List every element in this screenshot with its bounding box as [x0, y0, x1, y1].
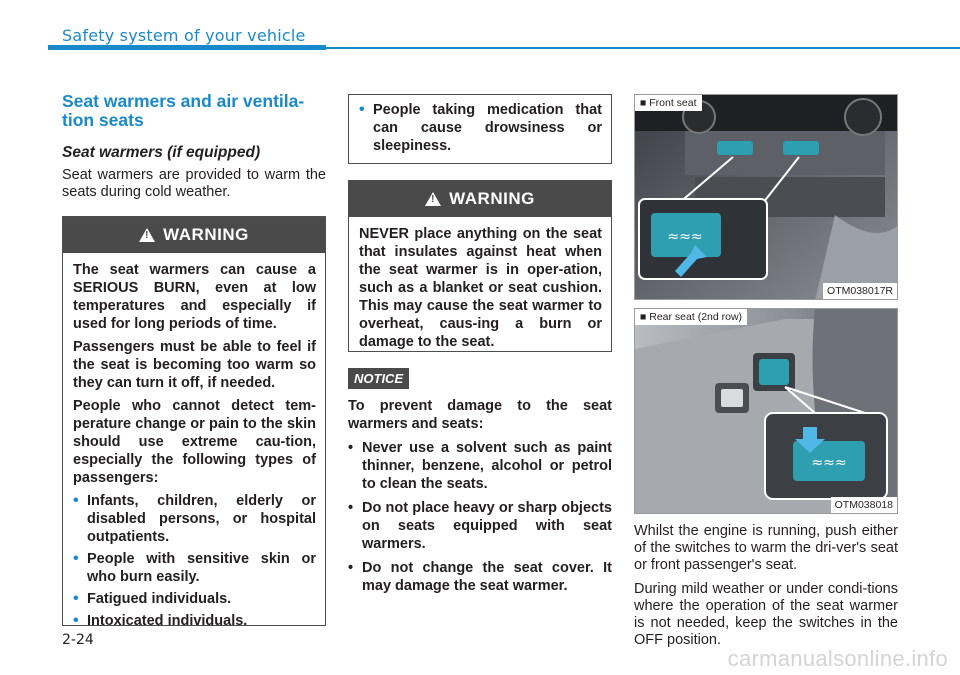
list-item: • People with sensitive skin or who burn easily. — [73, 550, 316, 586]
front-seat-switch-illustration — [635, 95, 898, 300]
operation-paragraph: Whilst the engine is running, push either of the switches to warm the dri-ver's seat or front passenger's seat. — [634, 523, 898, 573]
photo-code: OTM038017R — [823, 283, 897, 299]
warning-box-burn — [62, 216, 326, 629]
rear-seat-switch-illustration — [635, 309, 898, 514]
watermark: carmanualsonline.info — [727, 646, 948, 671]
photo-caption-tag: ■ Rear seat (2nd row) — [635, 309, 747, 325]
svg-text:≈≈≈: ≈≈≈ — [667, 229, 703, 245]
warning-paragraph: NEVER place anything on the seat that insulates against heat when the seat warmer is in oper-ation, such as a blanket or seat cushion. This may cause the seat warmer to overheat, caus-ing a burn or damage to the seat. — [359, 226, 602, 350]
list-item: • Do not place heavy or sharp objects on seats equipped with seat warmers. — [348, 499, 612, 553]
off-position-paragraph: During mild weather or under condi-tions where the operation of the seat warmer is not needed, keep the switches in the OFF position. — [634, 581, 898, 648]
notice-intro: To prevent damage to the seat warmers and seats: — [348, 398, 612, 432]
column-3 — [634, 94, 898, 649]
running-header: Safety system of your vehicle — [62, 26, 306, 45]
warning-triangle-icon — [425, 192, 441, 206]
warning-box-continued — [348, 94, 612, 164]
svg-text:≈≈≈: ≈≈≈ — [811, 455, 847, 471]
warning-paragraph: Passengers must be able to feel if the seat is becoming too warm so they can turn it off, if needed. — [73, 339, 316, 391]
list-item: • Never use a solvent such as paint thinner, benzene, alcohol or petrol to clean the seats. — [348, 439, 612, 493]
list-item: • Infants, children, elderly or disabled persons, or hospital outpatients. — [73, 492, 316, 546]
subsection-title: Seat warmers (if equipped) — [62, 144, 261, 161]
warning-box-insulate — [348, 180, 612, 352]
list-item: • Fatigued individuals. — [73, 590, 316, 608]
header-rule-thin — [326, 47, 960, 49]
column-1 — [62, 91, 326, 629]
section-title: Seat warmers and air ventila- tion seats — [62, 91, 305, 130]
notice-badge: NOTICE — [348, 368, 409, 389]
column-2 — [348, 94, 612, 595]
list-item: • Do not change the seat cover. It may damage the seat warmer. — [348, 559, 612, 595]
warning-bullet-list — [73, 492, 316, 630]
header-rule-thick — [48, 45, 326, 50]
page-number: 2-24 — [62, 632, 94, 648]
rear-seat-photo — [634, 308, 898, 514]
warning-header: ! WARNING — [349, 181, 611, 217]
photo-code: OTM038018 — [831, 497, 897, 513]
list-item: • People taking medication that can cause drowsiness or sleepiness. — [359, 101, 602, 155]
warning-paragraph: The seat warmers can cause a SERIOUS BURN, even at low temperatures and especially if used for long periods of time. — [73, 262, 316, 332]
front-seat-photo — [634, 94, 898, 300]
notice-bullet-list — [348, 439, 612, 595]
intro-paragraph: Seat warmers are provided to warm the seats during cold weather. — [62, 167, 326, 200]
warning-triangle-icon — [139, 228, 155, 242]
warning-body — [349, 217, 611, 364]
photo-caption-tag: ■ Front seat — [635, 95, 702, 111]
warning-body — [63, 253, 325, 642]
list-item: • Intoxicated individuals. — [73, 612, 316, 630]
warning-header: ! WARNING — [63, 217, 325, 253]
warning-paragraph: People who cannot detect tem-perature change or pain to the skin should use extreme cau-tion, especially the following types of passengers: — [73, 398, 316, 486]
